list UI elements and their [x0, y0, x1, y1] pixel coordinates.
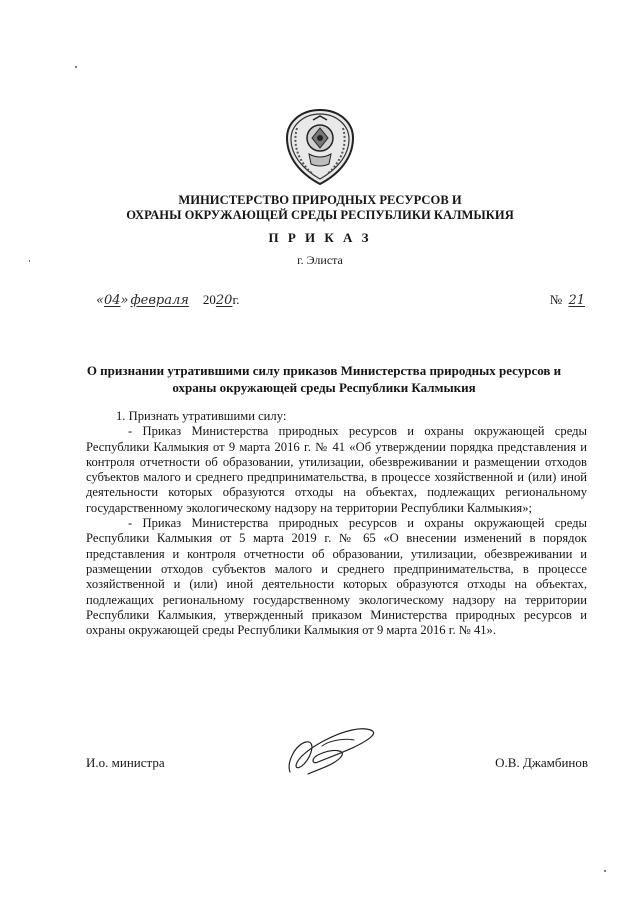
scan-speck [75, 66, 77, 68]
date-year-suffix: 20 [215, 293, 233, 308]
order-date [96, 292, 240, 308]
date-close-quote: » [120, 293, 129, 308]
date-year-prefix: 20 [202, 292, 216, 307]
scan-speck [604, 870, 606, 872]
ministry-name-line2: ОХРАНЫ ОКРУЖАЮЩЕЙ СРЕДЫ РЕСПУБЛИКИ КАЛМЫКИЯ [126, 208, 514, 222]
date-year-unit: г. [232, 292, 240, 307]
order-item-1: 1. Признать утратившими силу: [116, 409, 287, 423]
order-number-label: № [549, 292, 563, 307]
order-item-1-a: - Приказ Министерства природных ресурсов и охраны окружающей среды Республики Калмыкия от 9 марта 2016 г. № 41 «Об утверждении порядка представления и контроля отчетности об образовании, утилизации, обезвреживании и размещении отходов субъектов малого и среднего предпринимательства, в процессе хозяйственной и (или) иной деятельности которых образуются отходы на объектах, подлежащих региональному государственному экологическому надзору на территории Республики Калмыкия»; [86, 424, 587, 515]
order-subject: О признании утратившими силу приказов Министерства природных ресурсов и охраны окружающей среды Республики Калмыкия [86, 363, 562, 395]
ministry-name [0, 193, 640, 223]
handwritten-signature [282, 722, 382, 780]
date-day: 04 [103, 293, 121, 308]
date-month: февраля [130, 293, 189, 308]
order-number [550, 292, 588, 308]
signatory-position: И.о. министра [86, 755, 165, 770]
order-number-value: 21 [568, 293, 585, 308]
city-line: г. Элиста [297, 253, 343, 267]
ministry-name-line1: МИНИСТЕРСТВО ПРИРОДНЫХ РЕСУРСОВ И [178, 193, 462, 207]
coat-of-arms-emblem-icon [283, 108, 357, 186]
document-type-heading: П Р И К А З [268, 230, 372, 245]
date-open-quote: « [96, 293, 104, 308]
order-body [86, 409, 587, 638]
order-item-1-b: - Приказ Министерства природных ресурсов и охраны окружающей среды Республики Калмыкия от 5 марта 2019 г. № 65 «О внесении изменений в порядок представления и контроля отчетности об образовании, утилизации, обезвреживании и размещении отходов субъектов малого и среднего предпринимательства, в процессе хозяйственной и (или) иной деятельности которых образуются отходы на объектах, подлежащих региональному государственному экологическому надзору на территории Республики Калмыкия, утвержденный приказом Министерства природных ресурсов и охраны окружающей среды Республики Калмыкия от 9 марта 2016 г. № 41». [86, 516, 587, 638]
signatory-name: О.В. Джамбинов [495, 755, 588, 770]
